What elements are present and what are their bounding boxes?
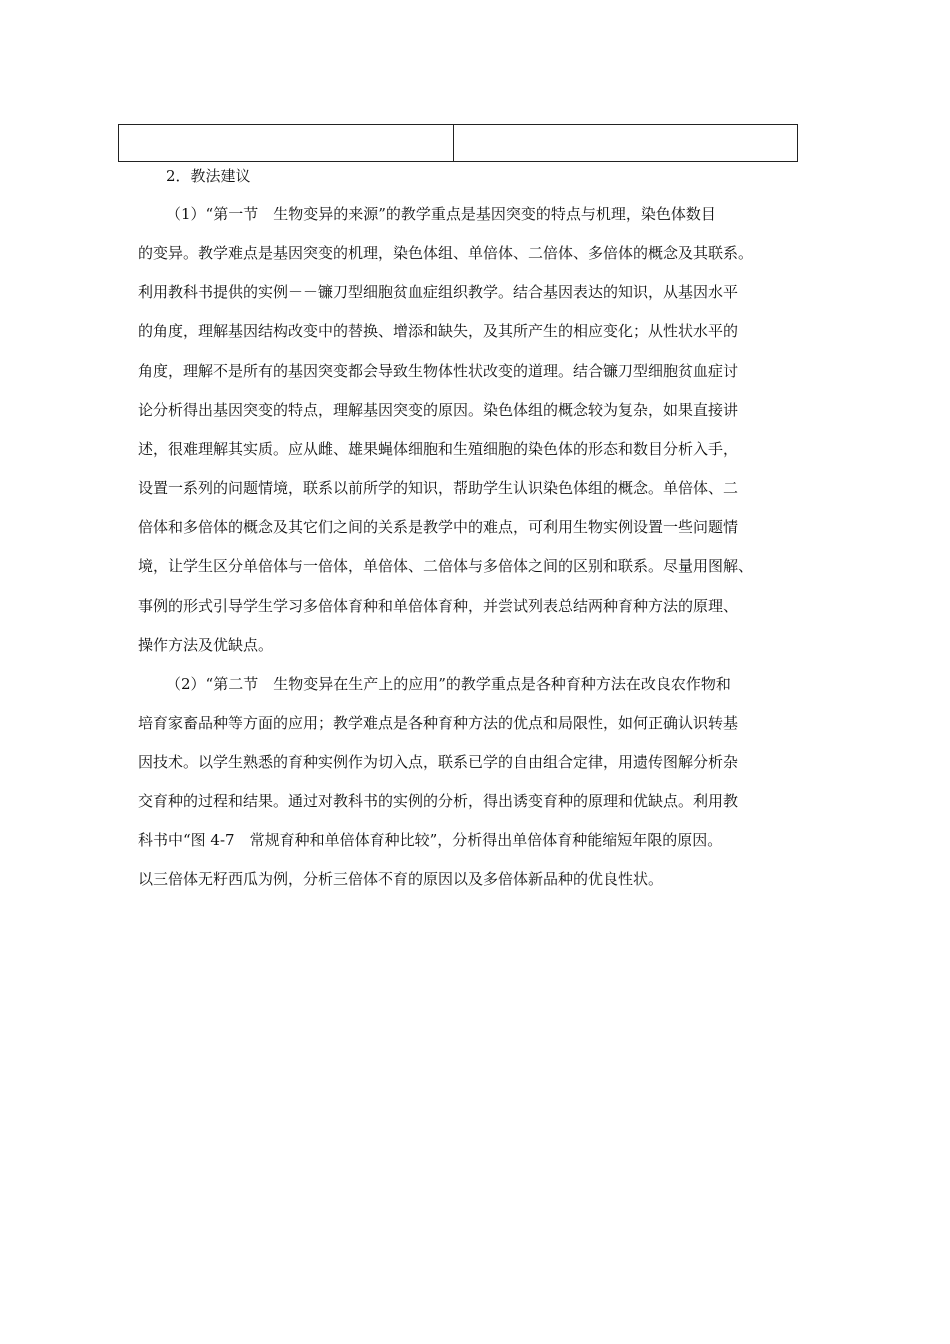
paragraph-line: 交育种的过程和结果。通过对教科书的实例的分析，得出诱变育种的原理和优缺点。利用教 — [138, 792, 739, 810]
paragraph-line: 操作方法及优缺点。 — [138, 636, 274, 654]
paragraph-line: 倍体和多倍体的概念及其它们之间的关系是教学中的难点，可利用生物实例设置一些问题情 — [138, 518, 739, 536]
paragraph-line: 设置一系列的问题情境，联系以前所学的知识，帮助学生认识染色体组的概念。单倍体、二 — [138, 479, 739, 497]
table-cell-left — [119, 125, 454, 161]
paragraph-line: 利用教科书提供的实例－－镰刀型细胞贫血症组织教学。结合基因表达的知识，从基因水平 — [138, 283, 739, 301]
paragraph-line: 科书中“图 4-7 常规育种和单倍体育种比较”，分析得出单倍体育种能缩短年限的原因。 — [138, 831, 723, 849]
paragraph-line: 角度，理解不是所有的基因突变都会导致生物体性状改变的道理。结合镰刀型细胞贫血症讨 — [138, 362, 739, 380]
paragraph-line: 境，让学生区分单倍体与一倍体，单倍体、二倍体与多倍体之间的区别和联系。尽量用图解、 — [138, 557, 754, 575]
section-heading: 2．教法建议 — [166, 167, 251, 185]
paragraph-line: 因技术。以学生熟悉的育种实例作为切入点，联系已学的自由组合定律，用遗传图解分析杂 — [138, 753, 739, 771]
paragraph-line: 述，很难理解其实质。应从雌、雄果蝇体细胞和生殖细胞的染色体的形态和数目分析入手， — [138, 440, 739, 458]
paragraph-line: 论分析得出基因突变的特点，理解基因突变的原因。染色体组的概念较为复杂，如果直接讲 — [138, 401, 739, 419]
paragraph-line: （2）“第二节 生物变异在生产上的应用”的教学重点是各种育种方法在改良农作物和 — [166, 675, 731, 693]
paragraph-line: 以三倍体无籽西瓜为例，分析三倍体不育的原因以及多倍体新品种的优良性状。 — [138, 870, 664, 888]
table-fragment — [118, 124, 798, 162]
paragraph-line: 培育家畜品种等方面的应用；教学难点是各种育种方法的优点和局限性，如何正确认识转基 — [138, 714, 739, 732]
paragraph-line: 的变异。教学难点是基因突变的机理，染色体组、单倍体、二倍体、多倍体的概念及其联系。 — [138, 244, 754, 262]
paragraph-line: 事例的形式引导学生学习多倍体育种和单倍体育种，并尝试列表总结两种育种方法的原理、 — [138, 597, 739, 615]
table-cell-right — [454, 125, 797, 161]
paragraph-line: 的角度，理解基因结构改变中的替换、增添和缺失，及其所产生的相应变化；从性状水平的 — [138, 322, 739, 340]
paragraph-line: （1）“第一节 生物变异的来源”的教学重点是基因突变的特点与机理，染色体数目 — [166, 205, 716, 223]
